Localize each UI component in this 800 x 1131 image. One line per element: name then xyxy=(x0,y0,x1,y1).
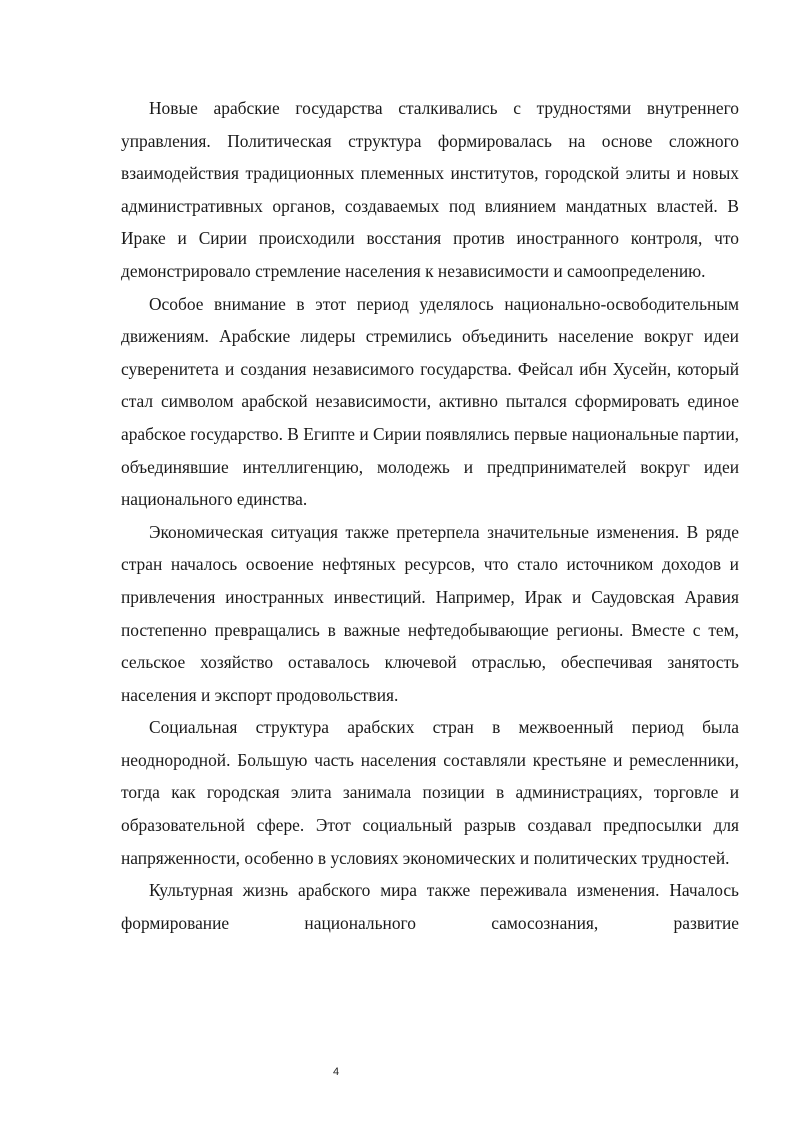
paragraph-3: Экономическая ситуация также претерпела значительные изменения. В ряде стран началось освоение нефтяных ресурсов, что стало источником доходов и привлечения иностранных инвестиций. Например, Ирак и Саудовская Аравия постепенно превращались в важные нефтедобывающие регионы. Вместе с тем, сельское хозяйство оставалось ключевой отраслью, обеспечивая занятость населения и экспорт продовольствия. xyxy=(121,521,739,705)
paragraph-2: Особое внимание в этот период уделялось национально-освободительным движениям. Арабские лидеры стремились объединить население вокруг идеи суверенитета и создания независимого государства. Фейсал ибн Хусейн, который стал символом арабской независимости, активно пытался сформировать единое арабское государство. В Египте и Сирии появлялись первые национальные партии, объединявшие интеллигенцию, молодежь и предпринимателей вокруг идеи национального единства. xyxy=(121,293,739,510)
page-number: 4 xyxy=(332,1066,340,1078)
paragraph-4: Социальная структура арабских стран в межвоенный период была неоднородной. Большую часть населения составляли крестьяне и ремесленники, тогда как городская элита занимала позиции в администрациях, торговле и образовательной сфере. Этот социальный разрыв создавал предпосылки для напряженности, особенно в условиях экономических и политических трудностей. xyxy=(121,717,739,868)
body-text xyxy=(121,92,739,939)
paragraph-5: Культурная жизнь арабского мира также переживала изменения. Началось формирование национального самосознания, развитие xyxy=(121,880,739,933)
paragraph-1: Новые арабские государства сталкивались с трудностями внутреннего управления. Политическая структура формировалась на основе сложного взаимодействия традиционных племенных институтов, городской элиты и новых административных органов, создаваемых под влиянием мандатных властей. В Ираке и Сирии происходили восстания против иностранного контроля, что демонстрировало стремление населения к независимости и самоопределению. xyxy=(121,98,739,281)
